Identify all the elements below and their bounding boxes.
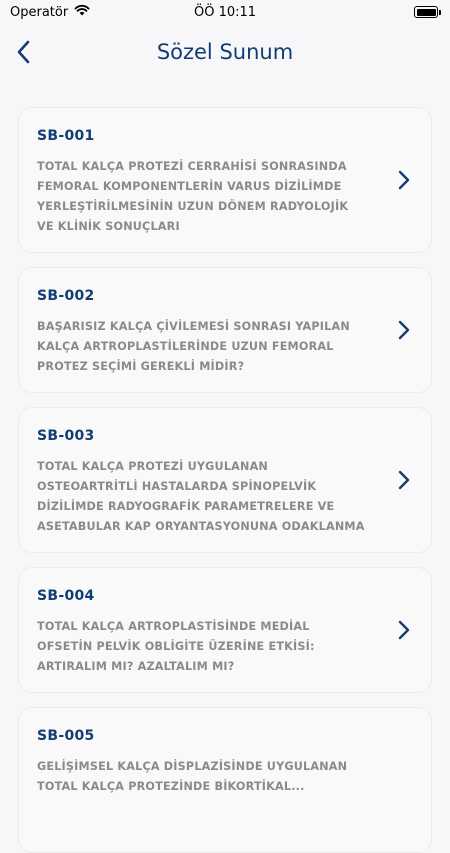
list-item[interactable] xyxy=(18,107,432,253)
presentation-title: TOTAL KALÇA PROTEZİ CERRAHİSİ SONRASINDA FEMORAL KOMPONENTLERİN VARUS DİZİLİMDE YERLEŞTİRİLMESİNİN UZUN DÖNEM RADYOLOJİK VE KLİNİK SONUÇLARI xyxy=(37,160,349,233)
presentation-title: TOTAL KALÇA ARTROPLASTİSİNDE MEDİAL OFSETİN PELVİK OBLİGİTE ÜZERİNE ETKİSİ: ARTIRALIM MI? AZALTALIM MI? xyxy=(37,620,315,673)
chevron-right-icon xyxy=(397,320,411,340)
presentation-title: GELİŞİMSEL KALÇA DİSPLAZİSİNDE UYGULANAN TOTAL KALÇA PROTEZİNDE BİKORTİKAL... xyxy=(37,760,348,793)
presentation-code: SB-001 xyxy=(37,128,95,144)
list-item[interactable] xyxy=(18,267,432,393)
back-button[interactable] xyxy=(10,38,38,66)
battery-icon xyxy=(414,6,438,18)
presentation-list[interactable] xyxy=(0,86,450,793)
presentation-title: TOTAL KALÇA PROTEZİ UYGULANAN OSTEOARTRİTLİ HASTALARDA SPİNOPELVİK DİZİLİMDE RADYOGRAFİK PARAMETRELERE VE ASETABULAR KAP ORYANTASYONUNA ODAKLANMA xyxy=(37,460,365,533)
status-left xyxy=(10,4,90,20)
wifi-icon xyxy=(74,4,90,20)
presentation-code: SB-003 xyxy=(37,428,95,444)
chevron-right-icon xyxy=(397,620,411,640)
presentation-title: BAŞARISIZ KALÇA ÇİVİLEMESİ SONRASI YAPILAN KALÇA ARTROPLASTİLERİNDE UZUN FEMORAL PROTEZ SEÇİMİ GEREKLİ MİDİR? xyxy=(37,320,350,373)
list-item[interactable] xyxy=(18,407,432,553)
chevron-right-icon xyxy=(397,470,411,490)
list-item[interactable] xyxy=(18,707,432,853)
carrier-label: Operatör xyxy=(10,4,69,20)
chevron-left-icon xyxy=(17,40,31,64)
presentation-code: SB-002 xyxy=(37,288,95,304)
status-bar xyxy=(0,0,450,24)
page-title: Sözel Sunum xyxy=(156,40,294,64)
presentation-code: SB-005 xyxy=(37,728,95,744)
chevron-right-icon xyxy=(397,170,411,190)
navigation-bar xyxy=(0,24,450,80)
list-item[interactable] xyxy=(18,567,432,693)
presentation-code: SB-004 xyxy=(37,588,95,604)
status-time: ÖÖ 10:11 xyxy=(193,4,257,20)
